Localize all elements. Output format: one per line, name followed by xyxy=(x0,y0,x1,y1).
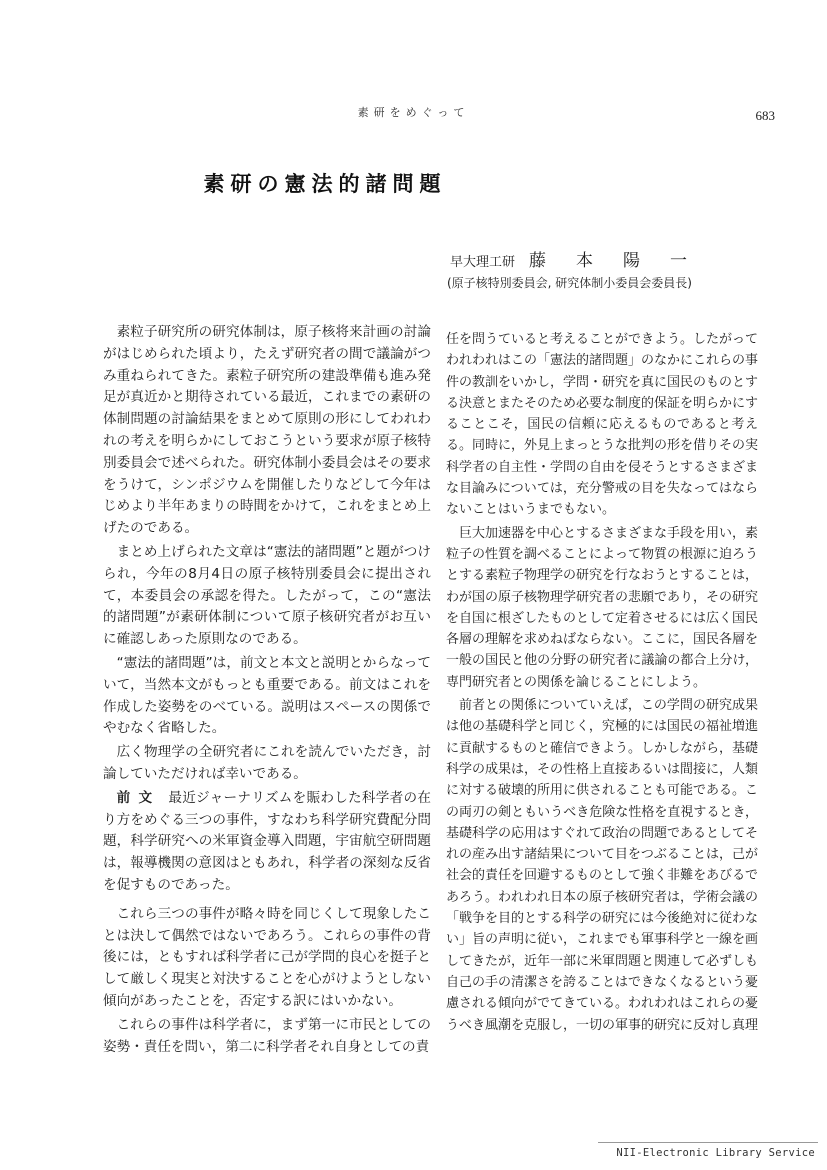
paragraph: これらの事件は科学者に，まず第一に市民としての姿勢・責任を問い，第二に科学者それ自身としての責 xyxy=(103,1016,431,1055)
paragraph: これら三つの事件が略々時を同じくして現象したことは決して偶然ではないであろう。これらの事件の背後には，ともすれば科学者に己が学問的良心を挺子として厳しく現実と対決することを心がけようとしない傾向があったことを，否定する訳にはいかない。 xyxy=(103,905,431,1009)
paragraph: まとめ上げられた文章は“憲法的諸問題”と題がつけられ，今年の8月4日の原子核特別委員会に提出されて，本委員会の承認を得た。したがって，この“憲法的諸問題”が素研体制について原子核研究者がお互いに確認しあった原則なのである。 xyxy=(103,543,431,648)
author-role: (原子核特別委員会, 研究体制小委員会委員長) xyxy=(447,276,692,290)
preface-text: 最近ジャーナリズムを賑わした科学者の在り方をめぐる三つの事件，すなわち科学研究費配分問題，科学研究への米軍資金導入問題，宇宙航空研問題は，報導機関の意図はともあれ，科学者の深刻な反省を促すものであった。 xyxy=(103,789,431,893)
footer-rule xyxy=(598,1142,818,1143)
paragraph: 素粒子研究所の研究体制は，原子核将来計画の討論がはじめられた頃より，たえず研究者の間で議論がつみ重ねられてきた。素粒子研究所の建設準備も進み発足が真近かと期待されている最近，これまでの素研の体制問題の討論結果をまとめて原則の形にしてわれわれの考えを明らかにしておこうという要求が原子核特別委員会で述べられた。研究体制小委員会はその要求をうけて，シンポジウムを開催したりなどして今年はじめより半年あまりの時間をかけて，これをまとめ上げたのである。 xyxy=(103,324,431,537)
paragraph: “憲法的諸問題”は，前文と本文と説明とからなっていて，当然本文がもっとも重要である。前文はこれを作成した姿勢をのべている。説明はスペースの関係でやむなく省略した。 xyxy=(103,654,431,737)
running-head: 素研をめぐって xyxy=(357,106,470,119)
author-name: 藤本陽一 xyxy=(529,251,718,271)
paragraph: 前者との関係についていえば，この学問の研究成果は他の基礎科学と同じく，究極的には国民の福祉増進に貢献するものと確信できよう。しかしながら，基礎科学の成果は，その性格上直接あるいは間接に，人類に対する破壊的所用に供されることも可能である。この両刃の剣ともいうべき危険な性格を直視するとき，基礎科学の応用はすぐれて政治の問題であるとしてそれの産み出す諸結果について目をつぶることは，己が社会的責任を回避するものとして強く非難をあびるであろう。われわれ日本の原子核研究者は，学術会議の「戦争を目的とする科学の研究には今後絶対に従わない」旨の声明に従い，これまでも軍事科学と一線を画してきたが，近年一部に米軍問題と関連して必ずしも自己の手の清潔さを誇ることはできなくなるという憂慮される傾向がでてきている。われわれはこれらの憂うべき風潮を克服し，一切の軍事的研究に反対し真理 xyxy=(446,698,759,1033)
article-title: 素研の憲法的諸問題 xyxy=(203,172,447,196)
body-column-right xyxy=(446,329,758,1038)
body-column-left xyxy=(103,322,431,1060)
paragraph: 任を問うていると考えることができよう。したがってわれわれはこの「憲法的諸問題」のなかにこれらの事件の教訓をいかし，学問・研究を真に国民のものとする決意とまたそのため必要な制度的保証を明らかにすることこそ，国民の信頼に応えるものであると考える。同時に，外見上まっとうな批判の形を借りその実科学者の自主性・学問の自由を侵そうとするさまざまな目論みについては，充分警戒の目を失なってはならないことはいうまでもない。 xyxy=(446,332,759,518)
paragraph: 巨大加速器を中心とするさまざまな手段を用い，素粒子の性質を調べることによって物質の根源に迫ろうとする素粒子物理学の研究を行なおうとすることは，わが国の原子核物理学研究者の悲願であり，その研究を自国に根ざしたものとして定着させるには広く国民各層の理解を求めねばならない。ここに，国民各層を一般の国民と他の分野の研究者に議論の都合上分け，専門研究者との関係を論じることにしよう。 xyxy=(446,525,759,690)
preface-label: 前文 xyxy=(116,789,161,806)
author-line xyxy=(450,246,750,271)
paragraph: 広く物理学の全研究者にこれを読んでいただき，討論していただければ幸いである。 xyxy=(103,744,431,782)
page-number: 683 xyxy=(755,108,775,123)
preface-paragraph xyxy=(103,788,431,897)
footer-service-label: NII-Electronic Library Service xyxy=(616,1147,815,1159)
author-affiliation: 早大理工研 xyxy=(450,255,516,270)
